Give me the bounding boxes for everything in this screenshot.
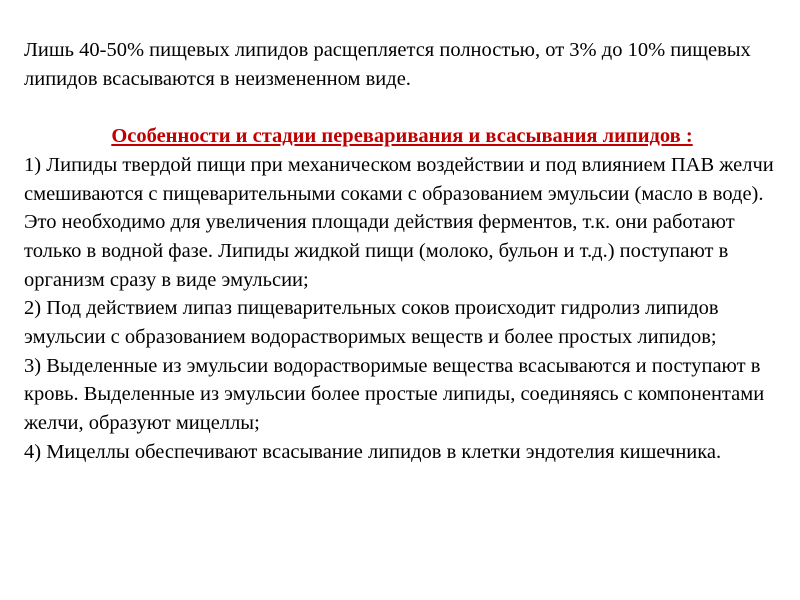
step-3: 3) Выделенные из эмульсии водорастворимые вещества всасываются и поступают в кровь. Выделенные из эмульсии более простые липиды, соединяясь с компонентами желчи, образуют мицеллы; — [24, 354, 765, 435]
slide-content — [24, 36, 780, 467]
step-1: 1) Липиды твердой пищи при механическом воздействии и под влиянием ПАВ желчи смешиваются с пищеварительными соками с образованием эмульсии (масло в воде). Это необходимо для увеличения площади действия ферментов, т.к. они работают только в водной фазе. Липиды жидкой пищи (молоко, бульон и т.д.) поступают в организм сразу в виде эмульсии; — [24, 153, 774, 291]
step-4: 4) Мицеллы обеспечивают всасывание липидов в клетки эндотелия кишечника. — [24, 440, 722, 463]
step-2: 2) Под действием липаз пищеварительных соков происходит гидролиз липидов эмульсии с образованием водорастворимых веществ и более простых липидов; — [24, 297, 719, 349]
section-heading: Особенности и стадии переваривания и всасывания липидов : — [111, 125, 693, 148]
intro-paragraph: Лишь 40-50% пищевых липидов расщепляется полностью, от 3% до 10% пищевых липидов всасываются в неизмененном виде. — [24, 39, 751, 90]
